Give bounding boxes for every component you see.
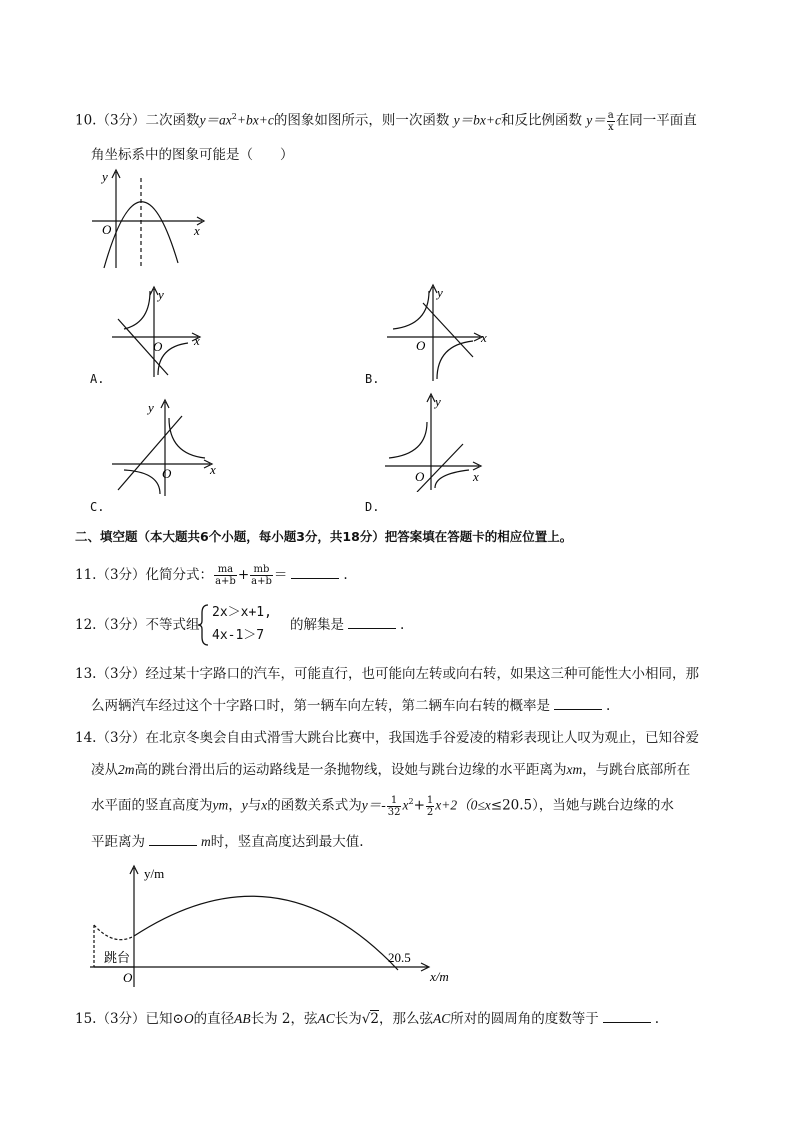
svg-text:x/m: x/m [430, 969, 449, 984]
option-d-label[interactable]: D. [365, 500, 380, 514]
option-b-label[interactable]: B. [365, 372, 380, 386]
section-2-heading: 二、填空题（本大题共6个小题，每小题3分，共18分）把答案填在答题卡的相应位置上。 [75, 529, 573, 544]
q14-line3: 水平面的竖直高度为ym，y与x的函数关系式为y＝- $\frac{1}{32}$ $x^2+$ $\frac{1}{2}$ x+2（0≤x≤20.5），当她与跳台边缘的水 [91, 794, 674, 818]
q12-row1: 2x＞x+1, [212, 605, 272, 620]
q13-answer-blank[interactable] [554, 697, 602, 710]
q11-fraction-1: $\frac{ma}{a+b}$ [215, 564, 236, 587]
svg-text:O: O [415, 469, 425, 484]
svg-text:y: y [148, 400, 154, 415]
option-c-graph [110, 398, 225, 498]
q11-answer-blank[interactable] [291, 566, 339, 579]
q12-brace [198, 603, 210, 647]
svg-text:跳台: 跳台 [104, 950, 131, 965]
svg-text:O: O [162, 466, 172, 481]
svg-text:x: x [210, 462, 216, 477]
option-c-label[interactable]: C. [90, 500, 105, 514]
q10-fraction: $\frac{a}{x}$ [607, 109, 614, 133]
q12-answer-blank[interactable] [348, 616, 396, 629]
q14-fraction-2: $\frac{1}{2}$ [426, 794, 434, 818]
q14-line2: 凌从2m高的跳台滑出后的运动路线是一条抛物线，设她与跳台边缘的水平距离为xm，与跳台底部所在 [91, 762, 691, 778]
q14-trajectory-graph [88, 862, 468, 992]
q14-fraction-1: $\frac{1}{32}$ [387, 794, 401, 818]
q15-line: 15.（3分）已知⊙O的直径AB长为 2，弦AC长为√2，那么弦AC所对的圆周角的度数等于 . [75, 1011, 660, 1027]
svg-text:x: x [194, 333, 200, 348]
svg-text:x: x [481, 330, 487, 345]
svg-text:x: x [194, 223, 200, 238]
svg-text:O: O [123, 970, 133, 985]
q12-suffix: 的解集是 . [290, 617, 405, 633]
q15-answer-blank[interactable] [603, 1010, 651, 1023]
q11-fraction-2: $\frac{mb}{a+b}$ [251, 564, 272, 587]
svg-text:x: x [473, 469, 479, 484]
svg-text:O: O [153, 339, 163, 354]
svg-text:y/m: y/m [144, 866, 165, 881]
q14-line4: 平距离为 m时，竖直高度达到最大值. [91, 834, 364, 850]
q10-line2: 角坐标系中的图象可能是（ ） [91, 147, 294, 163]
q12-row2: 4x-1＞7 [212, 628, 265, 643]
q13-line1: 13.（3分）经过某十字路口的汽车，可能直行，也可能向左转或向右转，如果这三种可能性大小相同，那 [75, 666, 700, 682]
svg-text:O: O [416, 338, 426, 353]
svg-text:y: y [102, 169, 108, 184]
option-b-graph [385, 283, 495, 383]
svg-text:20.5: 20.5 [388, 950, 411, 965]
svg-text:y: y [158, 287, 164, 302]
option-d-graph [383, 392, 493, 492]
q10-line1: 10.（3分）二次函数$y=ax^2+bx+c$的图象如图所示，则一次函数 y＝bx+c和反比例函数 y＝ $\frac{a}{x}$ 在同一平面直 [75, 109, 697, 133]
q14-line1: 14.（3分）在北京冬奥会自由式滑雪大跳台比赛中，我国选手谷爱凌的精彩表现让人叹为观止，已知谷爱 [75, 730, 700, 746]
option-a-graph [110, 285, 210, 380]
svg-text:y: y [435, 394, 441, 409]
svg-text:y: y [437, 285, 443, 300]
svg-text:O: O [102, 222, 112, 237]
option-a-label[interactable]: A. [90, 372, 105, 386]
q14-answer-blank[interactable] [149, 833, 197, 846]
q10-parabola-graph [90, 168, 220, 273]
q13-line2: 么两辆汽车经过这个十字路口时，第一辆车向左转，第二辆车向右转的概率是 . [91, 698, 611, 714]
q11-line: 11.（3分）化简分式： $\frac{ma}{a+b}$ + $\frac{mb}{a+b}$ ＝ . [75, 564, 348, 587]
sqrt-symbol: √ [361, 1011, 371, 1027]
q12-line: 12.（3分）不等式组 [75, 617, 200, 633]
